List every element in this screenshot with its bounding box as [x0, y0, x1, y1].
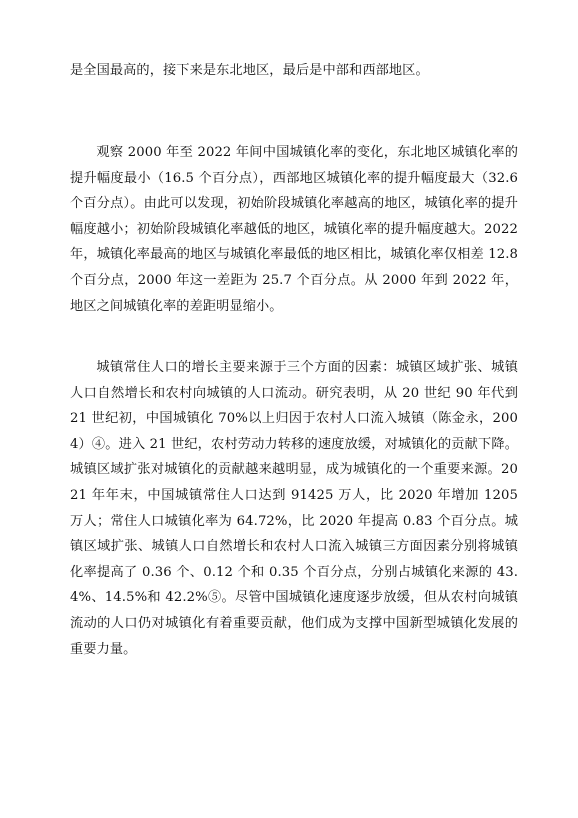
- paragraph-urbanization-change: 观察 2000 年至 2022 年间中国城镇化率的变化，东北地区城镇化率的提升幅度最小（16.5 个百分点），西部地区城镇化率的提升幅度最大（32.6 个百分点）。由此可以发现，初始阶段城镇化率越高的地区，城镇化率的提升幅度越小；初始阶段城镇化率越低的地区，城镇化率的提升幅度越大。2022 年，城镇化率最高的地区与城镇化率最低的地区相比，城镇化率仅相差 12.8 个百分点，2000 年这一差距为 25.7 个百分点。从 2000 年到 2022 年，地区之间城镇化率的差距明显缩小。: [70, 145, 518, 314]
- paragraph-urban-population-growth: 城镇常住人口的增长主要来源于三个方面的因素：城镇区域扩张、城镇人口自然增长和农村向城镇的人口流动。研究表明，从 20 世纪 90 年代到 21 世纪初，中国城镇化 70%以上归因于农村人口流入城镇（陈金永，2004）④。进入 21 世纪，农村劳动力转移的速度放缓，对城镇化的贡献下降。城镇区域扩张对城镇化的贡献越来越明显，成为城镇化的一个重要来源。2021 年年末，中国城镇常住人口达到 91425 万人，比 2020 年增加 1205 万人；常住人口城镇化率为 64.72%，比 2020 年提高 0.83 个百分点。城镇区域扩张、城镇人口自然增长和农村人口流入城镇三方面因素分别将城镇化率提高了 0.36 个、0.12 个和 0.35 个百分点，分别占城镇化来源的 43.4%、14.5%和 42.2%⑤。尽管中国城镇化速度逐步放缓，但从农村向城镇流动的人口仍对城镇化有着重要贡献，他们成为支撑中国新型城镇化发展的重要力量。: [70, 360, 518, 657]
- paragraph-continuation: 是全国最高的，接下来是东北地区，最后是中部和西部地区。: [70, 63, 429, 78]
